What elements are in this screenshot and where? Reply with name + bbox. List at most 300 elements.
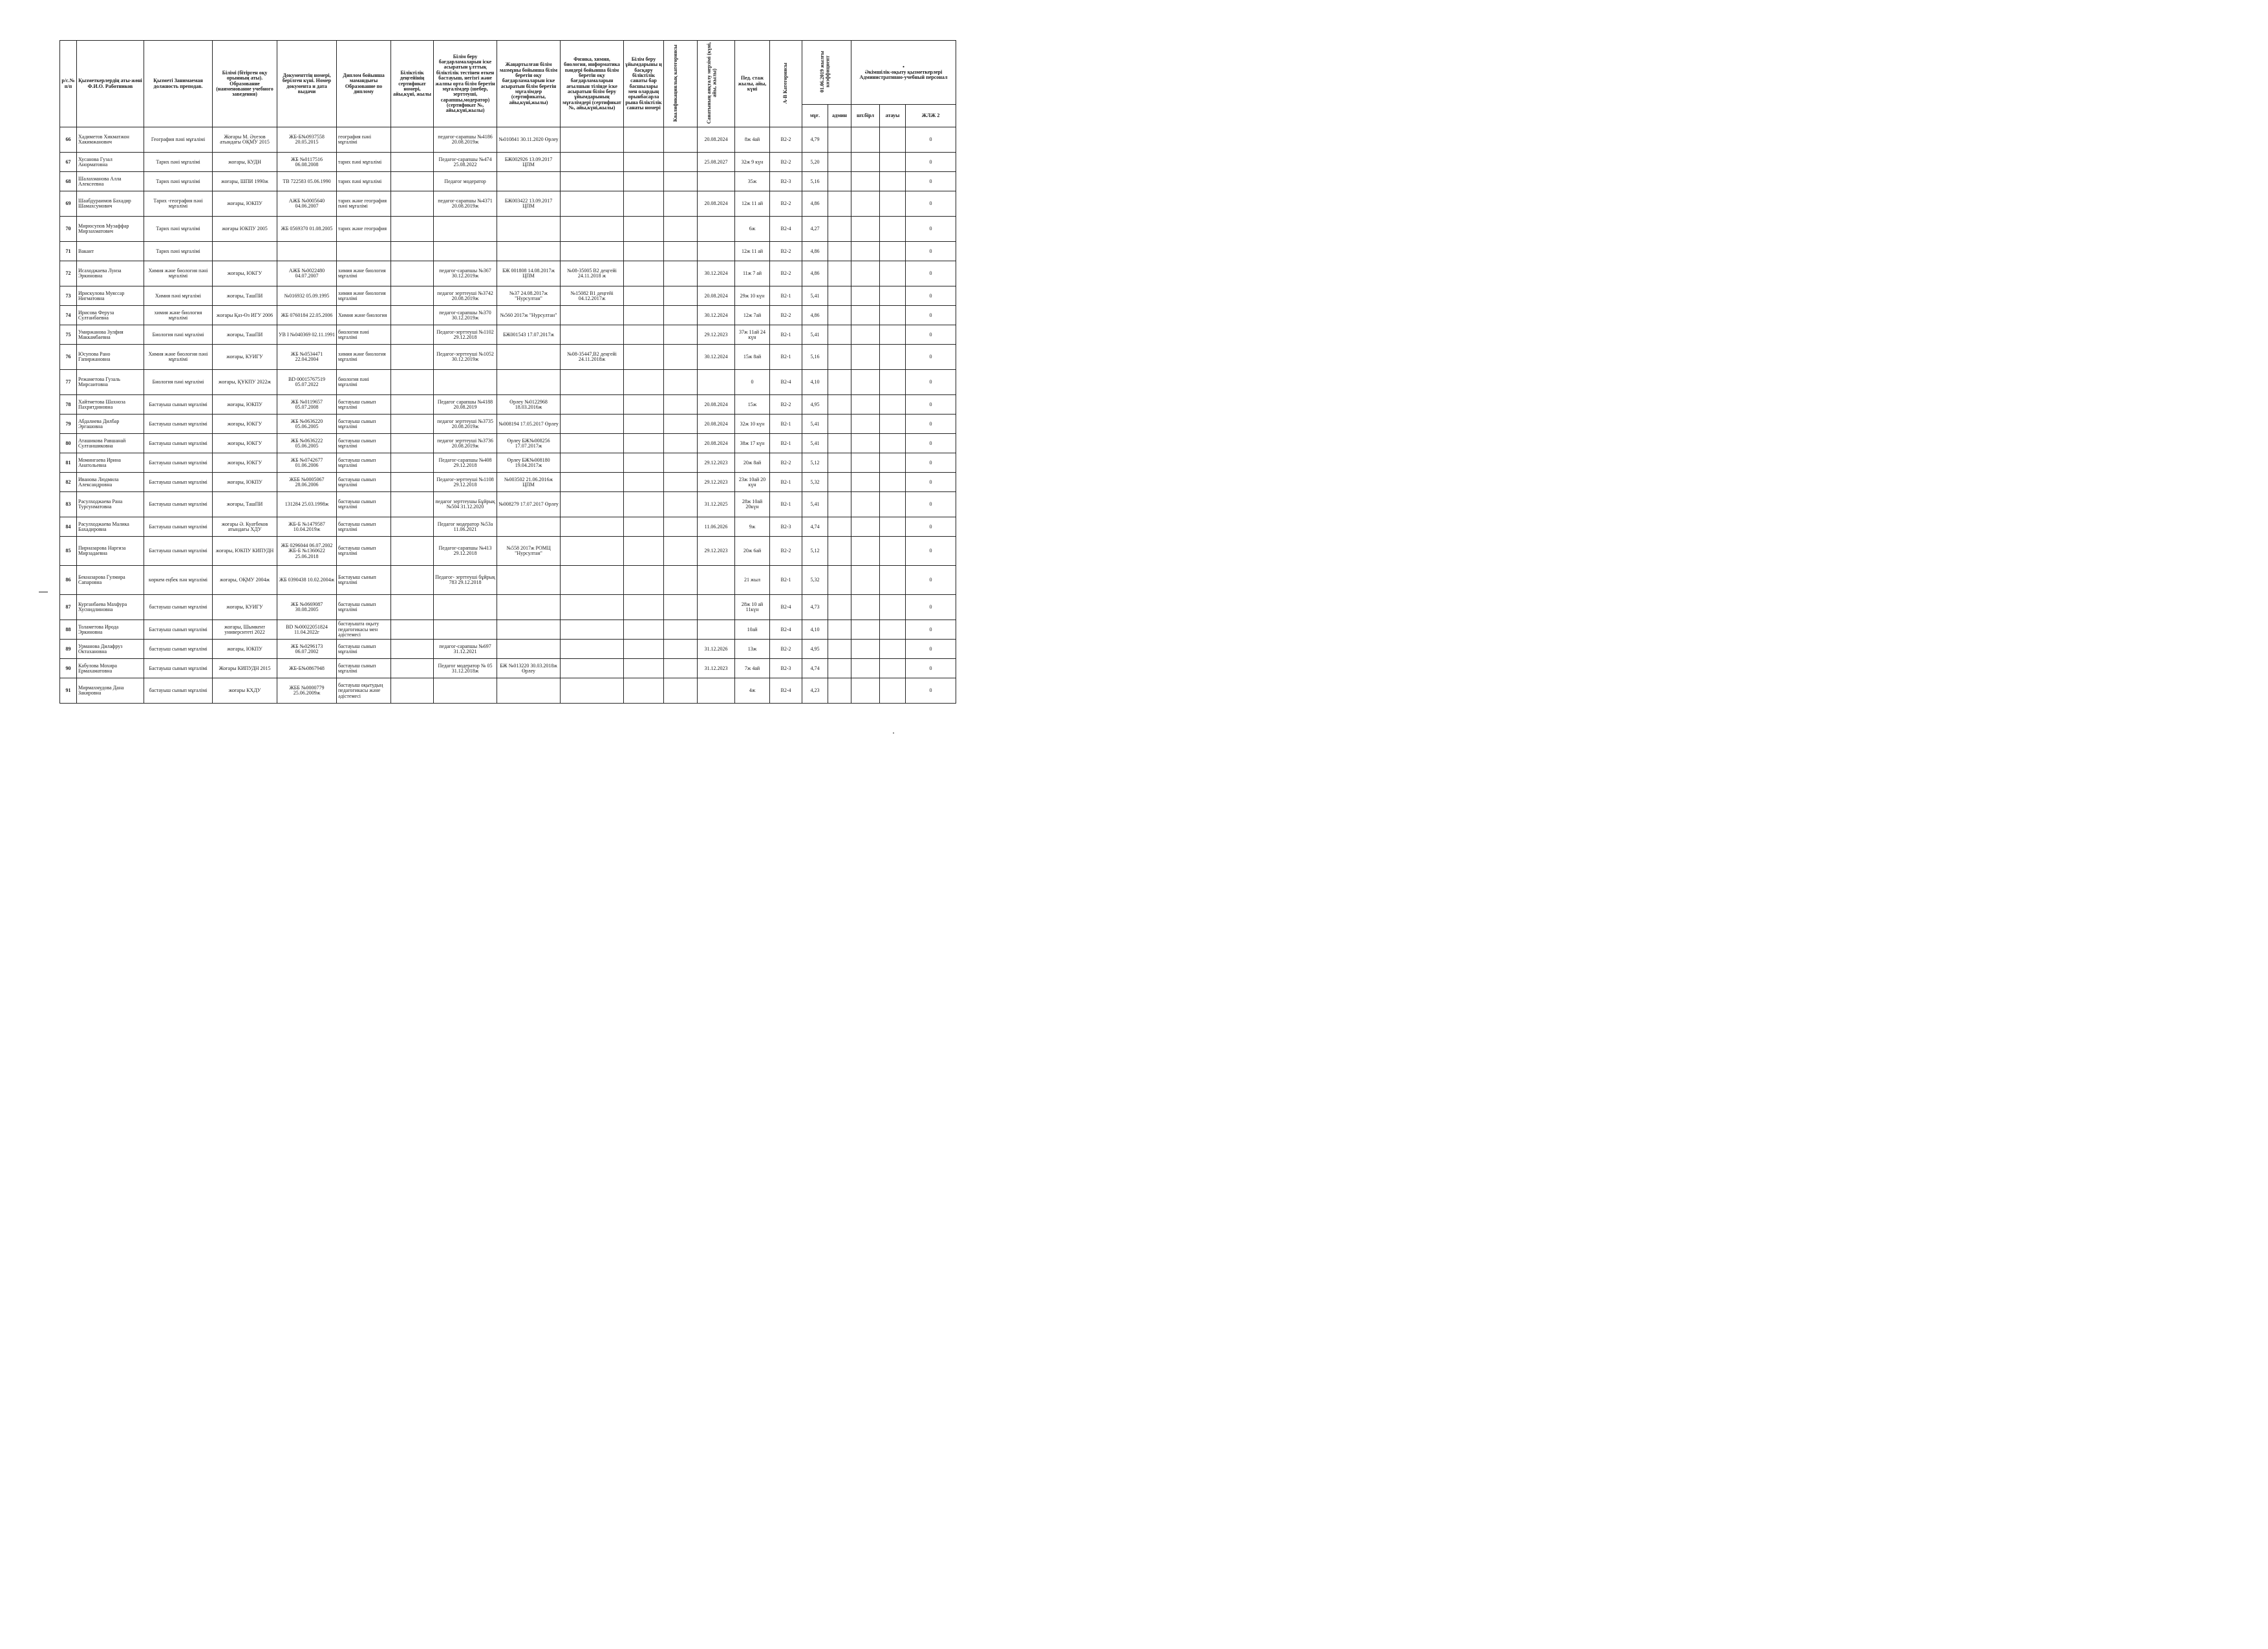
- row-diploma: [337, 242, 391, 261]
- row-attest: 20.08.2024: [698, 415, 735, 434]
- row-physics: [561, 306, 624, 325]
- row-shtbirl: [851, 153, 880, 172]
- row-position: География пәні мұғалімі: [144, 127, 213, 153]
- row-number: 77: [60, 370, 77, 395]
- row-test: Педагог-зерттеуші №1102 29.12.2018: [434, 325, 497, 345]
- row-admin-cert: [624, 595, 664, 620]
- row-cert: [391, 640, 434, 659]
- row-physics: [561, 517, 624, 537]
- row-physics: [561, 659, 624, 678]
- row-cert: [391, 678, 434, 704]
- row-physics: [561, 172, 624, 191]
- row-admin-cert: [624, 566, 664, 595]
- row-updated: БЖ 001808 14.08.2017ж ЦПМ: [497, 261, 561, 286]
- row-number: 67: [60, 153, 77, 172]
- row-number: 76: [60, 345, 77, 370]
- row-document: УВ I №040369 02.11.1991: [277, 325, 337, 345]
- row-test: Педагог-сарапшы №474 25.08.2022: [434, 153, 497, 172]
- row-stazh: 4ж: [735, 678, 770, 704]
- row-physics: [561, 370, 624, 395]
- row-qual-cat: [664, 242, 698, 261]
- staff-table: [59, 40, 956, 704]
- row-atauy: [880, 678, 906, 704]
- row-admin-cert: [624, 620, 664, 640]
- row-position: Бастауыш сынып мұғалімі: [144, 517, 213, 537]
- row-shtbirl: [851, 345, 880, 370]
- row-category: В2-1: [770, 434, 802, 453]
- header-cert: Біліктілік деңгейінің сертификат номері, айы,күні, жылы: [391, 41, 434, 127]
- row-zhlzh: 0: [906, 473, 956, 492]
- row-test: педагог-сарапшы №370 30.12.2019ж: [434, 306, 497, 325]
- row-stazh: 13ж: [735, 640, 770, 659]
- row-diploma: бастауыш сынып мұғалімі: [337, 537, 391, 566]
- row-education: жоғары, ЮКГУ: [213, 453, 277, 473]
- table-row: [60, 306, 956, 325]
- row-position: Химия және биология пәні мұғалімі: [144, 345, 213, 370]
- row-category: В2-4: [770, 370, 802, 395]
- row-position: Бастауыш сынып мұғалімі: [144, 537, 213, 566]
- row-cert: [391, 415, 434, 434]
- row-coef: 5,41: [802, 325, 828, 345]
- table-row: [60, 595, 956, 620]
- row-admin: [828, 286, 851, 306]
- row-document: ЖБ №0296173 06.07.2002: [277, 640, 337, 659]
- row-qual-cat: [664, 153, 698, 172]
- row-education: Жоғары М. Әуезов атындағы ОҚМУ 2015: [213, 127, 277, 153]
- row-name: Расулходжаева Малика Бахадировна: [77, 517, 144, 537]
- row-admin-cert: [624, 678, 664, 704]
- table-row: [60, 659, 956, 678]
- row-coef: 4,86: [802, 261, 828, 286]
- row-admin: [828, 517, 851, 537]
- row-coef: 4,86: [802, 306, 828, 325]
- row-updated: [497, 517, 561, 537]
- row-admin: [828, 434, 851, 453]
- row-education: жоғары, КУИГУ: [213, 345, 277, 370]
- row-qual-cat: [664, 453, 698, 473]
- row-cert: [391, 306, 434, 325]
- row-zhlzh: 0: [906, 261, 956, 286]
- row-admin-cert: [624, 395, 664, 415]
- row-shtbirl: [851, 678, 880, 704]
- row-document: ТВ 722583 05.06.1990: [277, 172, 337, 191]
- row-qual-cat: [664, 172, 698, 191]
- row-test: Педагог-зерттеуші №1108 29.12.2018: [434, 473, 497, 492]
- row-cert: [391, 325, 434, 345]
- row-stazh: 32ж 9 күн: [735, 153, 770, 172]
- header-diploma: Диплом бойынша мамандығы Образование по диплому: [337, 41, 391, 127]
- row-cert: [391, 127, 434, 153]
- row-number: 72: [60, 261, 77, 286]
- row-atauy: [880, 286, 906, 306]
- row-number: 85: [60, 537, 77, 566]
- header-category-label: А-В Категориясы: [782, 62, 789, 104]
- row-updated: №008194 17.05.2017 Өрлеу: [497, 415, 561, 434]
- row-updated: [497, 566, 561, 595]
- row-qual-cat: [664, 191, 698, 217]
- row-education: жоғары, ЮКГУ: [213, 415, 277, 434]
- row-position: Тарих пәні мұғалімі: [144, 217, 213, 242]
- row-stazh: 9ж: [735, 517, 770, 537]
- row-shtbirl: [851, 172, 880, 191]
- row-physics: [561, 415, 624, 434]
- row-test: педагог-сарапшы №4371 20.08.2019ж: [434, 191, 497, 217]
- row-test: [434, 217, 497, 242]
- row-attest: 20.08.2024: [698, 286, 735, 306]
- row-document: АЖБ №0005640 04.06.2007: [277, 191, 337, 217]
- row-number: 86: [60, 566, 77, 595]
- row-physics: [561, 678, 624, 704]
- header-test: Білім беру бағдарламаларын іске асыратын ұлттық біліктілік тестінен өткен бастауыш, негізгі және жалпы орта білім беретін мұғалімдер (шебер, зерттеуші, сарапшы,модератор)(сертификат №, айы,күні,жылы): [434, 41, 497, 127]
- row-document: АЖБ №0022480 04.07.2007: [277, 261, 337, 286]
- row-updated: [497, 217, 561, 242]
- row-stazh: 29ж 10 күн: [735, 286, 770, 306]
- row-zhlzh: 0: [906, 217, 956, 242]
- row-shtbirl: [851, 261, 880, 286]
- table-row: [60, 473, 956, 492]
- row-admin: [828, 325, 851, 345]
- row-category: В2-2: [770, 395, 802, 415]
- row-name: Мирмахмудова Дана Закировна: [77, 678, 144, 704]
- row-coef: 4,23: [802, 678, 828, 704]
- row-admin-cert: [624, 517, 664, 537]
- row-education: жоғары, ТашПИ: [213, 286, 277, 306]
- row-position: Бастауыш сынып мұғалімі: [144, 434, 213, 453]
- row-updated: БЖ003422 13.09.2017 ЦПМ: [497, 191, 561, 217]
- table-row: [60, 242, 956, 261]
- row-cert: [391, 395, 434, 415]
- row-physics: [561, 620, 624, 640]
- row-atauy: [880, 473, 906, 492]
- row-admin-cert: [624, 640, 664, 659]
- row-admin: [828, 153, 851, 172]
- row-atauy: [880, 325, 906, 345]
- row-test: педагог-сарапшы №697 31.12.2021: [434, 640, 497, 659]
- row-position: Биология пәні мұғалімі: [144, 370, 213, 395]
- row-diploma: биология пәні мұғалімі: [337, 325, 391, 345]
- row-name: Кабулова Мохира Ермахаматовна: [77, 659, 144, 678]
- row-qual-cat: [664, 286, 698, 306]
- row-education: [213, 242, 277, 261]
- row-test: педагог зерттеушы Бұйрық №504 31.12.2020: [434, 492, 497, 517]
- row-qual-cat: [664, 659, 698, 678]
- row-zhlzh: 0: [906, 191, 956, 217]
- row-attest: [698, 370, 735, 395]
- row-zhlzh: 0: [906, 306, 956, 325]
- row-shtbirl: [851, 517, 880, 537]
- table-row: [60, 517, 956, 537]
- row-physics: [561, 395, 624, 415]
- header-staff-group-label: Әкімшілік-оқыту қызметкерлері Административно-учебный персонал: [859, 69, 948, 81]
- row-position: Химия пәні мұғалімі: [144, 286, 213, 306]
- row-zhlzh: 0: [906, 640, 956, 659]
- row-cert: [391, 659, 434, 678]
- row-diploma: бастауыш сынып мұғалімі: [337, 453, 391, 473]
- row-physics: [561, 434, 624, 453]
- row-category: В2-3: [770, 517, 802, 537]
- row-test: педагог зерттеуші №3735 20.08.2019ж: [434, 415, 497, 434]
- row-document: ЖБ №0636220 05.06.2005: [277, 415, 337, 434]
- row-physics: [561, 153, 624, 172]
- row-admin-cert: [624, 370, 664, 395]
- row-updated: [497, 242, 561, 261]
- row-cert: [391, 620, 434, 640]
- row-number: 89: [60, 640, 77, 659]
- row-name: Расулходжаева Рана Турсунматовна: [77, 492, 144, 517]
- header-qual-cat-label: Квалификациялық категориясы: [672, 44, 678, 122]
- row-shtbirl: [851, 595, 880, 620]
- row-category: В2-4: [770, 678, 802, 704]
- row-updated: Өрлеу БЖ№008256 17.07.2017ж: [497, 434, 561, 453]
- row-diploma: бастауыш сынып мұғалімі: [337, 595, 391, 620]
- row-admin-cert: [624, 434, 664, 453]
- row-education: жоғары, Шымкент университеті 2022: [213, 620, 277, 640]
- row-zhlzh: 0: [906, 370, 956, 395]
- row-diploma: бастауыш сынып мұғалімі: [337, 517, 391, 537]
- row-admin: [828, 261, 851, 286]
- row-shtbirl: [851, 325, 880, 345]
- table-row: [60, 434, 956, 453]
- row-cert: [391, 217, 434, 242]
- row-zhlzh: 0: [906, 286, 956, 306]
- row-cert: [391, 453, 434, 473]
- row-atauy: [880, 345, 906, 370]
- row-category: В2-2: [770, 306, 802, 325]
- row-admin: [828, 659, 851, 678]
- header-name: Қызметкерлердің аты-жөні Ф.И.О. Работников: [77, 41, 144, 127]
- row-name: Абдалиева Дилбар Эргашовна: [77, 415, 144, 434]
- row-stazh: 28ж 10ай 20күн: [735, 492, 770, 517]
- row-number: 78: [60, 395, 77, 415]
- row-attest: [698, 242, 735, 261]
- row-diploma: тарих пәні мұғалімі: [337, 153, 391, 172]
- row-atauy: [880, 453, 906, 473]
- header-physics: Физика, химия, биология, информатика пәндері бойынша білім беретін оқу бағдарламаларын ағылшын тілінде іске асыратын білім беру ұйымдарының мұғалімдері (сертификат №, айы,күні,жылы): [561, 41, 624, 127]
- row-name: Шалахманова Алла Алексеевна: [77, 172, 144, 191]
- row-test: Педагог-сарапшы №413 29.12.2018: [434, 537, 497, 566]
- row-education: Жоғары КИПУДН 2015: [213, 659, 277, 678]
- row-document: ЖБ №0636222 05.06.2005: [277, 434, 337, 453]
- row-category: В2-3: [770, 172, 802, 191]
- row-qual-cat: [664, 620, 698, 640]
- header-category: [770, 41, 802, 127]
- row-attest: 20.08.2024: [698, 395, 735, 415]
- row-education: жоғары, КУИГУ: [213, 595, 277, 620]
- row-document: ВD 00015767519 05.07.2022: [277, 370, 337, 395]
- row-qual-cat: [664, 566, 698, 595]
- row-diploma: бастауыш сынып мұғалімі: [337, 640, 391, 659]
- row-diploma: Химия және биология: [337, 306, 391, 325]
- table-row: [60, 345, 956, 370]
- row-physics: №08-35005 В2 деңгейі 24.11.2018 ж: [561, 261, 624, 286]
- row-admin-cert: [624, 415, 664, 434]
- row-admin-cert: [624, 261, 664, 286]
- row-test: [434, 242, 497, 261]
- row-zhlzh: 0: [906, 345, 956, 370]
- row-education: жоғары, ЮКГУ: [213, 434, 277, 453]
- row-attest: 30.12.2024: [698, 261, 735, 286]
- row-attest: 29.12.2023: [698, 537, 735, 566]
- row-cert: [391, 345, 434, 370]
- row-category: В2-4: [770, 217, 802, 242]
- row-zhlzh: 0: [906, 595, 956, 620]
- row-education: жоғары, КУДН: [213, 153, 277, 172]
- row-shtbirl: [851, 306, 880, 325]
- row-education: жоғары, ОҚМУ 2004ж: [213, 566, 277, 595]
- row-education: жоғары КХДУ: [213, 678, 277, 704]
- row-atauy: [880, 517, 906, 537]
- row-education: жоғары, ТашПИ: [213, 325, 277, 345]
- row-zhlzh: 0: [906, 153, 956, 172]
- header-attest-label: Санатының аяқталу мерзімі (күні, айы, жылы): [705, 42, 717, 124]
- row-name: Ирискулова Муяссар Нигматовна: [77, 286, 144, 306]
- row-cert: [391, 191, 434, 217]
- row-coef: 5,20: [802, 153, 828, 172]
- row-document: ЖБ №0742677 01.06.2006: [277, 453, 337, 473]
- row-position: бастауыш сынып мұғалімі: [144, 678, 213, 704]
- row-atauy: [880, 261, 906, 286]
- row-physics: [561, 537, 624, 566]
- row-number: 84: [60, 517, 77, 537]
- row-position: Бастауыш сынып мұғалімі: [144, 453, 213, 473]
- row-stazh: 0: [735, 370, 770, 395]
- row-attest: 29.12.2023: [698, 453, 735, 473]
- row-qual-cat: [664, 217, 698, 242]
- row-position: бастауыш сынып мұғалімі: [144, 595, 213, 620]
- row-education: жоғары, ҚҰКПУ 2022ж: [213, 370, 277, 395]
- row-admin: [828, 678, 851, 704]
- row-zhlzh: 0: [906, 415, 956, 434]
- row-qual-cat: [664, 261, 698, 286]
- row-physics: [561, 325, 624, 345]
- row-admin: [828, 217, 851, 242]
- row-cert: [391, 566, 434, 595]
- row-zhlzh: 0: [906, 492, 956, 517]
- row-admin: [828, 595, 851, 620]
- row-stazh: 20ж 8ай: [735, 453, 770, 473]
- row-stazh: 20ж 6ай: [735, 537, 770, 566]
- row-diploma: бастауыш сынып мұғалімі: [337, 659, 391, 678]
- row-category: В2-4: [770, 620, 802, 640]
- row-attest: 31.12.2026: [698, 640, 735, 659]
- row-zhlzh: 0: [906, 517, 956, 537]
- row-zhlzh: 0: [906, 659, 956, 678]
- table-row: [60, 325, 956, 345]
- row-coef: 5,32: [802, 473, 828, 492]
- row-position: Тарих пәні мұғалімі: [144, 153, 213, 172]
- table-row: [60, 566, 956, 595]
- row-updated: №558 2017ж РОМЦ "Нурсултан": [497, 537, 561, 566]
- row-admin-cert: [624, 306, 664, 325]
- row-name: Режаметова Гузаль Мирсаитовна: [77, 370, 144, 395]
- row-diploma: тарих және география: [337, 217, 391, 242]
- row-shtbirl: [851, 620, 880, 640]
- row-test: Педагог сарапшы №4188 20.08.2019: [434, 395, 497, 415]
- row-name: Бекназарова Гулмира Сапаровна: [77, 566, 144, 595]
- row-admin: [828, 191, 851, 217]
- row-coef: 5,12: [802, 453, 828, 473]
- row-zhlzh: 0: [906, 325, 956, 345]
- row-zhlzh: 0: [906, 242, 956, 261]
- row-number: 81: [60, 453, 77, 473]
- row-education: жоғары, ЮКПУ: [213, 191, 277, 217]
- row-admin-cert: [624, 325, 664, 345]
- table-row: [60, 191, 956, 217]
- row-admin-cert: [624, 659, 664, 678]
- row-zhlzh: 0: [906, 434, 956, 453]
- row-attest: 31.12.2025: [698, 492, 735, 517]
- row-admin: [828, 537, 851, 566]
- row-test: [434, 678, 497, 704]
- row-document: [277, 242, 337, 261]
- row-position: бастауыш сынып мұғалімі: [144, 640, 213, 659]
- table-body: [60, 127, 956, 704]
- row-position: Бастауыш сынып мұғалімі: [144, 659, 213, 678]
- row-cert: [391, 286, 434, 306]
- row-category: В2-2: [770, 242, 802, 261]
- row-qual-cat: [664, 517, 698, 537]
- row-diploma: бастауыш сынып мұғалімі: [337, 473, 391, 492]
- row-updated: №008279 17.07.2017 Өрлеу: [497, 492, 561, 517]
- row-atauy: [880, 659, 906, 678]
- row-atauy: [880, 620, 906, 640]
- row-shtbirl: [851, 395, 880, 415]
- row-qual-cat: [664, 473, 698, 492]
- row-name: Момингаева Ирина Анатольевна: [77, 453, 144, 473]
- row-stazh: 12ж 11 ай: [735, 191, 770, 217]
- row-stazh: 21 жыл: [735, 566, 770, 595]
- row-number: 79: [60, 415, 77, 434]
- row-category: В2-3: [770, 659, 802, 678]
- row-diploma: тарих пәні мұғалімі: [337, 172, 391, 191]
- row-number: 68: [60, 172, 77, 191]
- row-atauy: [880, 127, 906, 153]
- row-cert: [391, 537, 434, 566]
- row-diploma: бастауыш сынып мұғалімі: [337, 434, 391, 453]
- row-admin: [828, 345, 851, 370]
- row-admin-cert: [624, 286, 664, 306]
- row-stazh: 28ж 10 ай 11күн: [735, 595, 770, 620]
- row-education: жоғары, ЮКПУ: [213, 640, 277, 659]
- row-atauy: [880, 191, 906, 217]
- row-physics: [561, 127, 624, 153]
- row-attest: [698, 620, 735, 640]
- row-name: Хадиметов Хикматжон Хакимжанович: [77, 127, 144, 153]
- row-attest: 29.12.2023: [698, 325, 735, 345]
- row-updated: Өрлеу БЖ№008180 19.04.2017ж: [497, 453, 561, 473]
- row-stazh: 8ж 4ай: [735, 127, 770, 153]
- row-number: 91: [60, 678, 77, 704]
- row-education: жоғары, ЮКГУ: [213, 261, 277, 286]
- row-physics: [561, 595, 624, 620]
- row-position: Тарих пәні мұғалімі: [144, 242, 213, 261]
- row-qual-cat: [664, 370, 698, 395]
- row-cert: [391, 242, 434, 261]
- row-updated: БЖ №013220 30.03.2018ж Өрлеу: [497, 659, 561, 678]
- row-physics: №15082 В1 деңгейі 04.12.2017ж: [561, 286, 624, 306]
- row-atauy: [880, 217, 906, 242]
- row-atauy: [880, 640, 906, 659]
- row-category: В2-2: [770, 453, 802, 473]
- row-document: ЖББ №0005067 28.06.2006: [277, 473, 337, 492]
- row-updated: Өрлеу №0122968 18.03.2016ж: [497, 395, 561, 415]
- row-attest: [698, 678, 735, 704]
- row-atauy: [880, 492, 906, 517]
- row-coef: 4,73: [802, 595, 828, 620]
- row-name: Аташикова Равшанай Султаншиковна: [77, 434, 144, 453]
- row-document: ЖБ №0534471 22.04.2004: [277, 345, 337, 370]
- row-zhlzh: 0: [906, 395, 956, 415]
